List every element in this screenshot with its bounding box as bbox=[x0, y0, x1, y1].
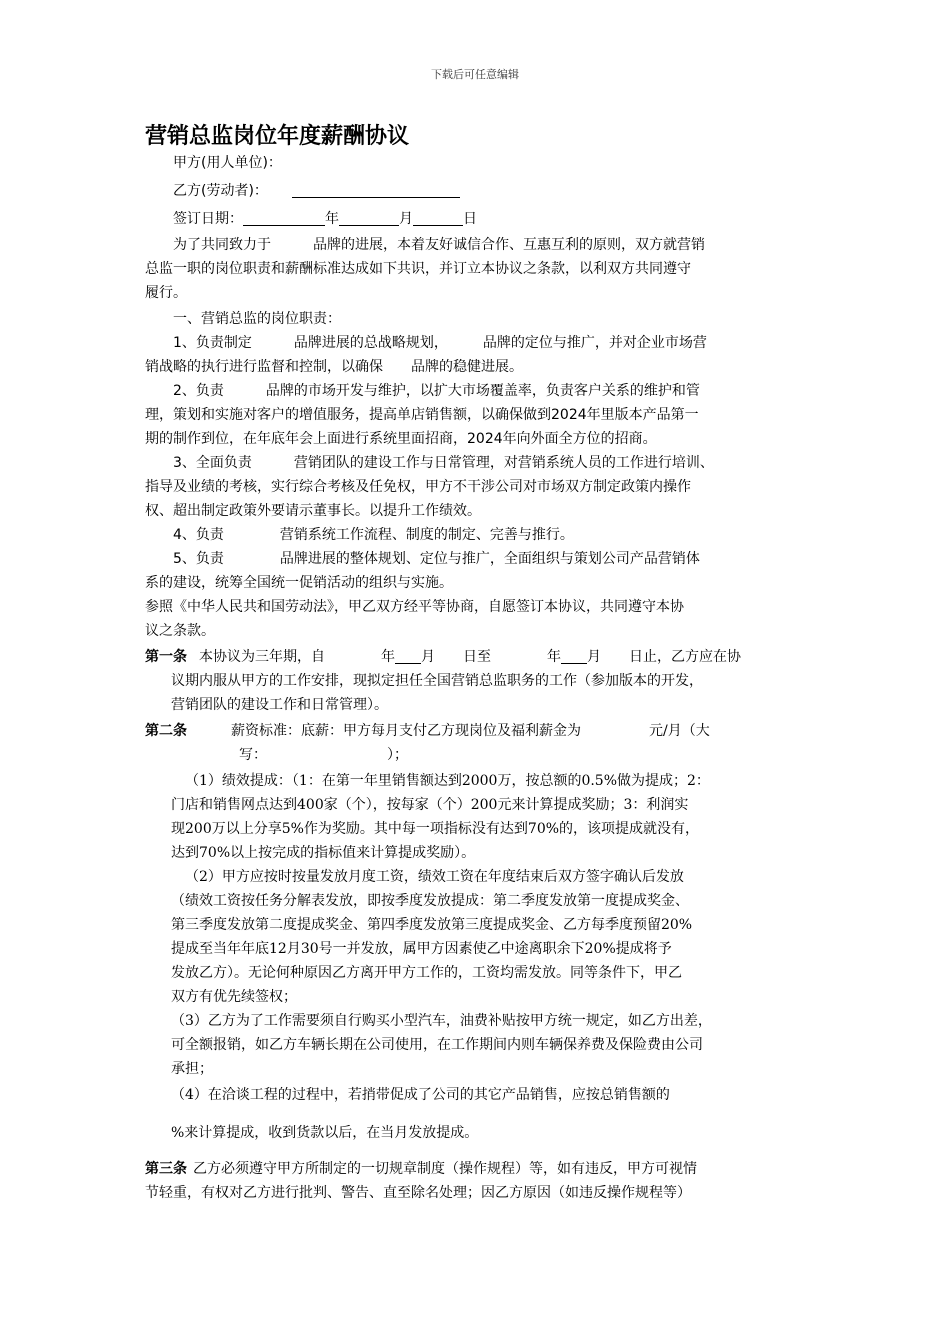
article-3-label: 第三条 bbox=[145, 1161, 187, 1177]
item-2-line-6: 双方有优先续签权； bbox=[171, 989, 297, 1005]
duty-3-line-3: 权、超出制定政策外要请示董事长。以提升工作绩效。 bbox=[145, 503, 481, 519]
duty-2-line-1: 2、负责 品牌的市场开发与维护，以扩大市场覆盖率，负责客户关系的维护和管 bbox=[173, 383, 700, 399]
article-2-label: 第二条 bbox=[145, 723, 187, 739]
item-2-line-2: （绩效工资按任务分解表发放，即按季度发放提成：第二季度发放第一度提成奖金、 bbox=[171, 893, 689, 909]
duty-5-line-1: 5、负责 品牌进展的整体规划、定位与推广，全面组织与策划公司产品营销体 bbox=[173, 551, 700, 567]
sign-day-blank[interactable] bbox=[413, 209, 463, 226]
duty-2-line-2: 理，策划和实施对客户的增值服务，提高单店销售额，以确保做到2024年里版本产品第一 bbox=[145, 407, 699, 423]
article-1-end-month-blank[interactable] bbox=[561, 647, 587, 664]
article-1-line-2: 议期内服从甲方的工作安排，现拟定担任全国营销总监职务的工作（参加版本的开发， bbox=[171, 673, 703, 689]
party-b-blank[interactable] bbox=[292, 181, 460, 198]
reference-line-2: 议之条款。 bbox=[145, 623, 215, 639]
sign-year-blank[interactable] bbox=[243, 209, 325, 226]
duty-3-line-1: 3、全面负责 营销团队的建设工作与日常管理，对营销系统人员的工作进行培训、 bbox=[173, 455, 714, 471]
party-a-line: 甲方(用人单位)： bbox=[173, 155, 282, 171]
page-header: 下载后可任意编辑 bbox=[431, 68, 519, 81]
duties-heading: 一、营销总监的岗位职责： bbox=[173, 311, 341, 327]
article-1-line-1: 第一条 本协议为三年期，自 年 月 日至 年 月 日止，乙方应在协 bbox=[145, 649, 741, 665]
item-3-line-3: 承担； bbox=[171, 1061, 213, 1077]
document-title: 营销总监岗位年度薪酬协议 bbox=[145, 124, 410, 149]
article-1-line-3: 营销团队的建设工作和日常管理）。 bbox=[171, 697, 388, 713]
party-b-line: 乙方(劳动者)： bbox=[145, 179, 815, 203]
duty-3-line-2: 指导及业绩的考核，实行综合考核及任免权，甲方不干涉公司对市场双方制定政策内操作 bbox=[145, 479, 691, 495]
duty-1-line-2: 销战略的执行进行监督和控制，以确保 品牌的稳健进展。 bbox=[145, 359, 523, 375]
article-2-line-2: 写： ）； bbox=[239, 747, 408, 763]
item-2-line-3: 第三季度发放第二度提成奖金、第四季度发放第三度提成奖金、乙方每季度预留20% bbox=[171, 917, 693, 933]
reference-line-1: 参照《中华人民共和国劳动法》，甲乙双方经平等协商，自愿签订本协议，共同遵守本协 bbox=[145, 599, 684, 615]
item-3-line-1: （3）乙方为了工作需要须自行购买小型汽车，油费补贴按甲方统一规定，如乙方出差， bbox=[171, 1013, 712, 1029]
item-2-line-4: 提成至当年年底12月30号一并发放，属甲方因素使乙中途离职余下20%提成将予 bbox=[171, 941, 672, 957]
duty-2-line-3: 期的制作到位，在年底年会上面进行系统里面招商，2024年向外面全方位的招商。 bbox=[145, 431, 657, 447]
article-3-line-1: 第三条 乙方必须遵守甲方所制定的一切规章制度（操作规程）等，如有违反，甲方可视情 bbox=[145, 1161, 697, 1177]
item-3-line-2: 可全额报销，如乙方车辆长期在公司使用，在工作期间内则车辆保养费及保险费由公司 bbox=[171, 1037, 703, 1053]
duty-5-line-2: 系的建设，统筹全国统一促销活动的组织与实施。 bbox=[145, 575, 453, 591]
intro-line-2: 总监一职的岗位职责和薪酬标准达成如下共识，并订立本协议之条款，以利双方共同遵守 bbox=[145, 261, 691, 277]
item-1-line-4: 达到70%以上按完成的指标值来计算提成奖励）。 bbox=[171, 845, 476, 861]
article-1-start-month-blank[interactable] bbox=[395, 647, 421, 664]
article-1-label: 第一条 bbox=[145, 649, 187, 665]
duty-4-line-1: 4、负责 营销系统工作流程、制度的制定、完善与推行。 bbox=[173, 527, 574, 543]
intro-line-3: 履行。 bbox=[145, 285, 187, 301]
sign-month-blank[interactable] bbox=[339, 209, 399, 226]
article-3-line-2: 节轻重，有权对乙方进行批判、警告、直至除名处理；因乙方原因（如违反操作规程等） bbox=[145, 1185, 691, 1201]
item-1-line-1: （1）绩效提成：（1：在第一年里销售额达到2000万，按总额的0.5%做为提成；2： bbox=[185, 773, 710, 789]
document-body bbox=[145, 120, 815, 1205]
item-4-line-1: （4）在洽谈工程的过程中，若捎带促成了公司的其它产品销售，应按总销售额的 bbox=[171, 1087, 670, 1103]
article-2-line-1: 第二条 薪资标准：底薪：甲方每月支付乙方现岗位及福利薪金为 元/月（大 bbox=[145, 723, 710, 739]
item-1-line-3: 现200万以上分享5%作为奖励。其中每一项指标没有达到70%的，该项提成就没有， bbox=[171, 821, 700, 837]
item-4-line-2: %来计算提成，收到货款以后，在当月发放提成。 bbox=[171, 1125, 479, 1141]
intro-line-1: 为了共同致力于 品牌的进展，本着友好诚信合作、互惠互利的原则，双方就营销 bbox=[173, 237, 705, 253]
sign-date-line: 签订日期： 年 月 日 bbox=[173, 211, 477, 227]
item-2-line-5: 发放乙方）。无论何种原因乙方离开甲方工作的，工资均需发放。同等条件下，甲乙 bbox=[171, 965, 682, 981]
duty-1-line-1: 1、负责制定 品牌进展的总战略规划， 品牌的定位与推广，并对企业市场营 bbox=[173, 335, 707, 351]
item-2-line-1: （2）甲方应按时按量发放月度工资，绩效工资在年度结束后双方签字确认后发放 bbox=[185, 869, 684, 885]
item-1-line-2: 门店和销售网点达到400家（个），按每家（个）200元来计算提成奖励；3：利润实 bbox=[171, 797, 689, 813]
